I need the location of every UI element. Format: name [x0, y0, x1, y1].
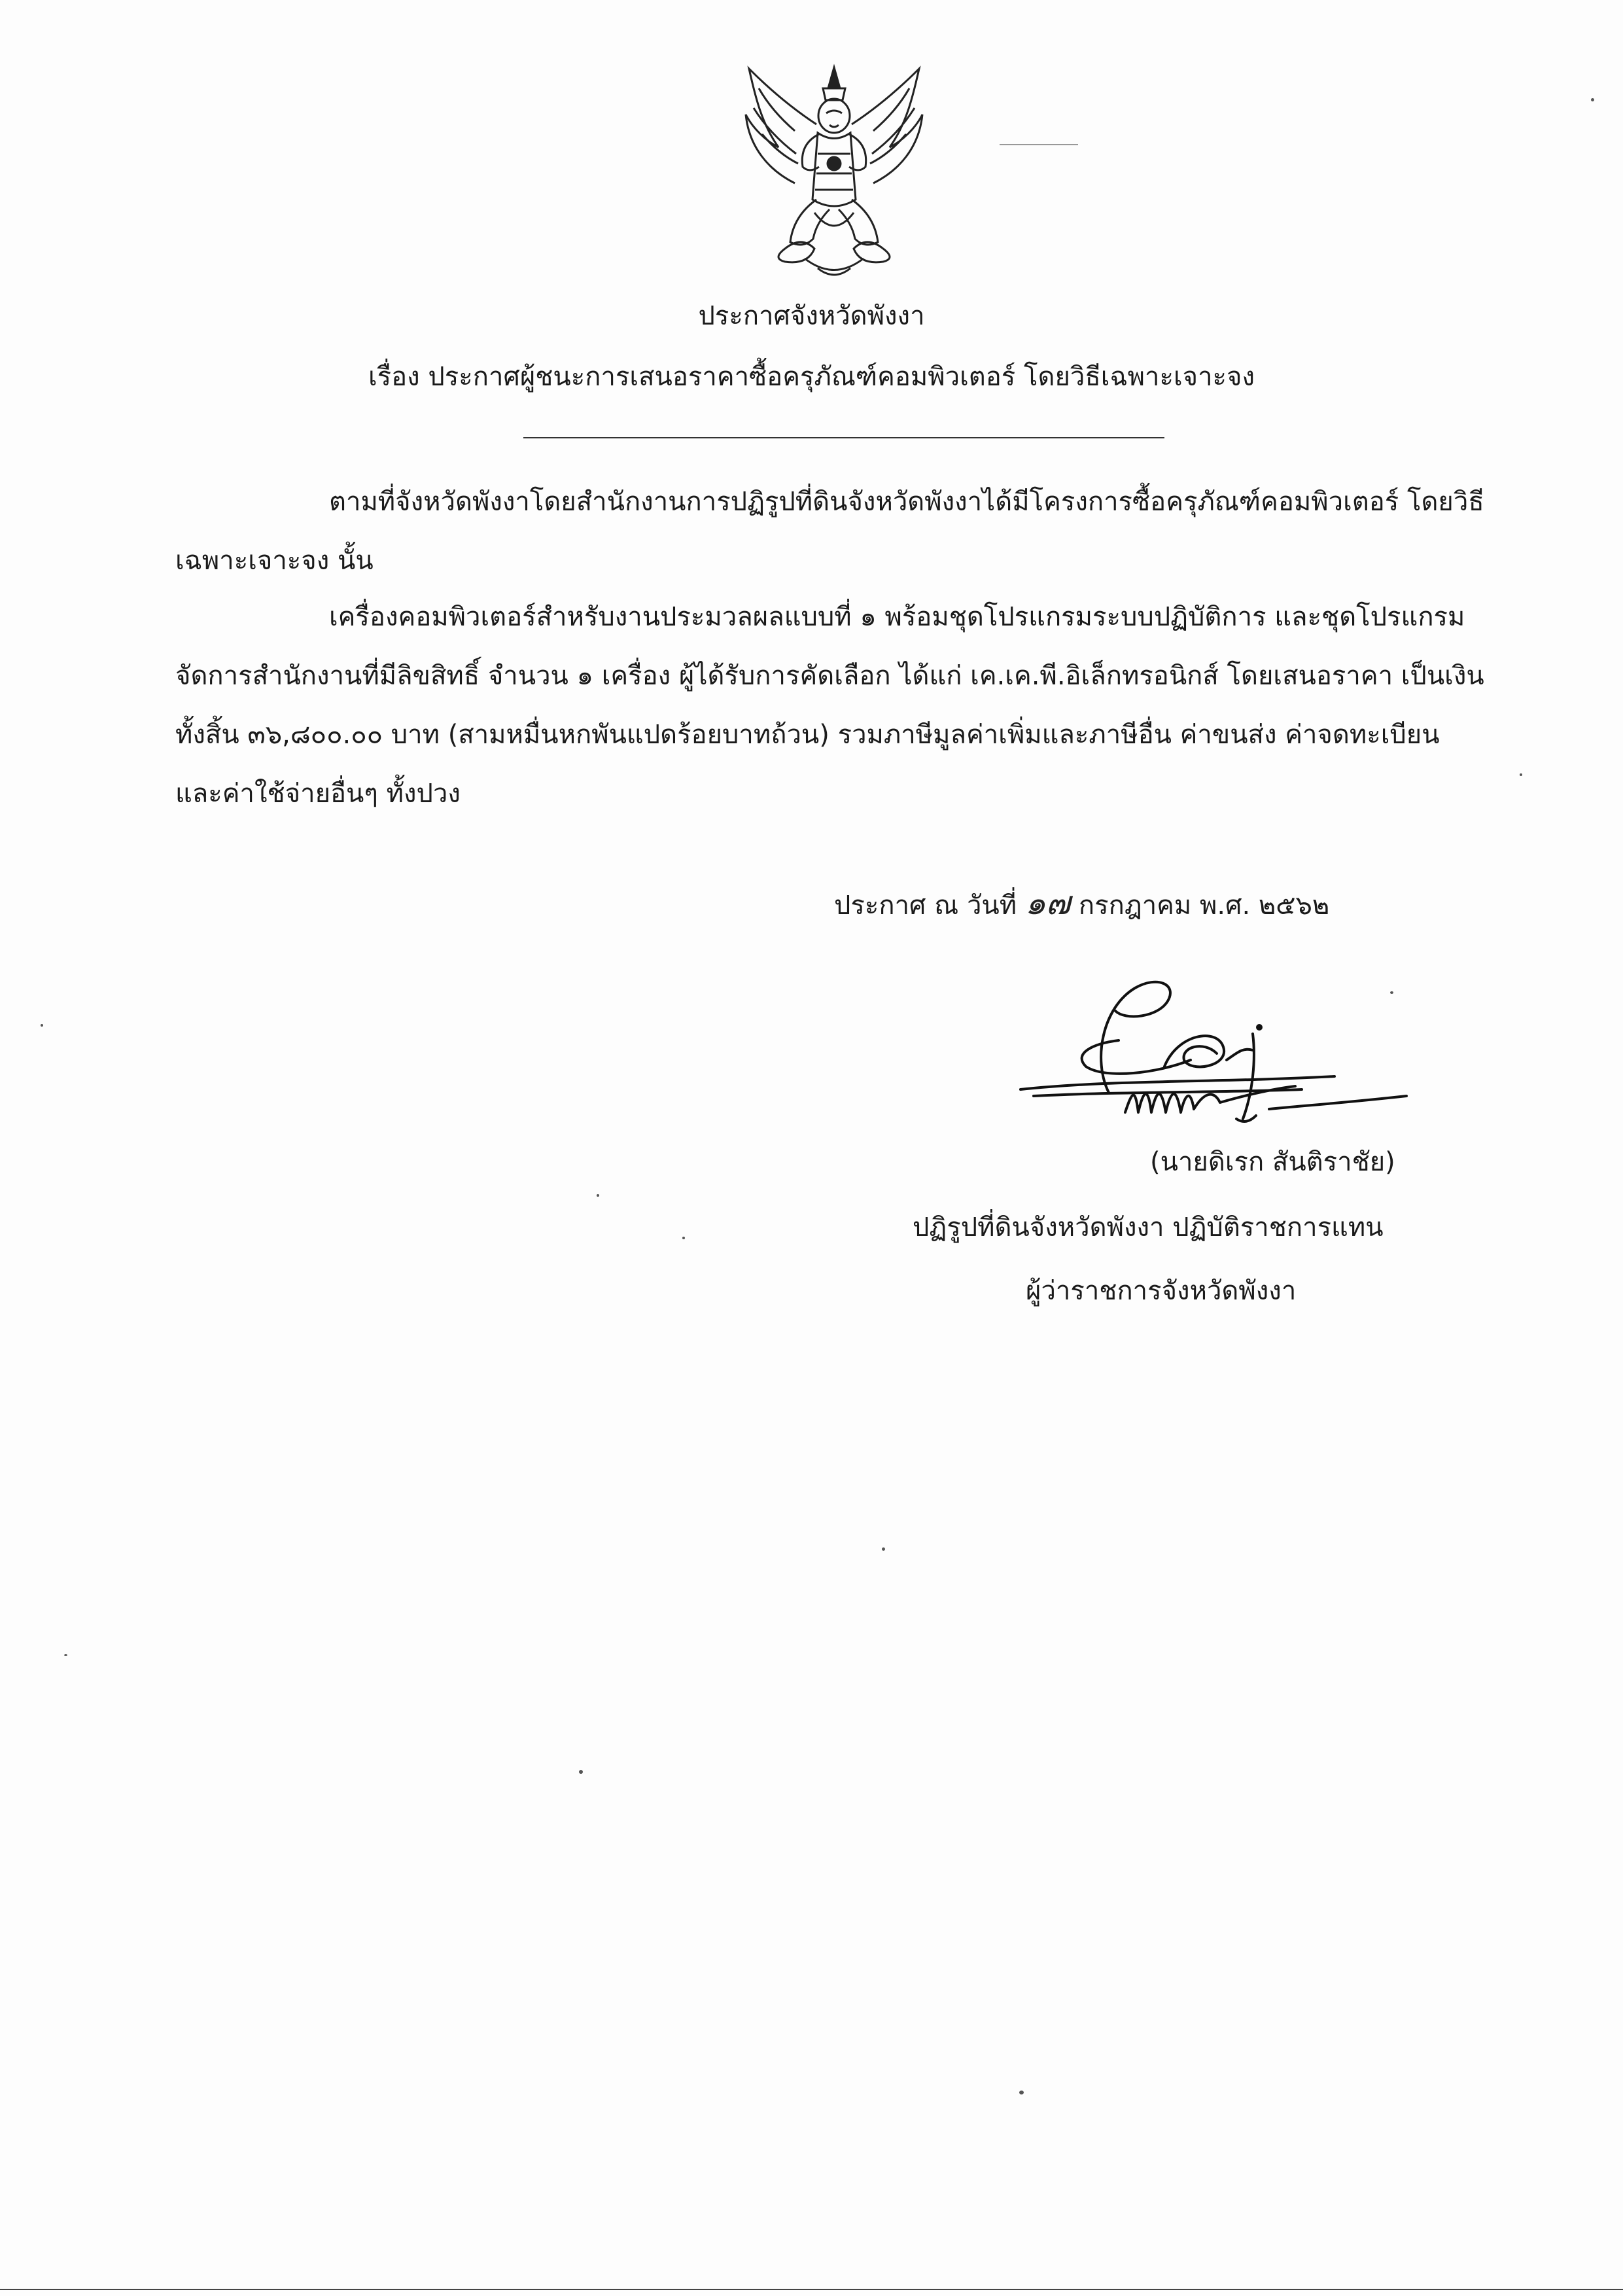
- scan-speck: [682, 1237, 685, 1239]
- date-prefix: ประกาศ ณ วันที่: [834, 891, 1017, 921]
- date-day-handwritten: ๑๗: [1024, 884, 1071, 922]
- handwritten-signature-icon: [994, 962, 1413, 1139]
- scan-speck: [1520, 773, 1522, 776]
- date-suffix: กรกฎาคม พ.ศ. ๒๕๖๒: [1078, 891, 1330, 921]
- scan-speck: [882, 1547, 885, 1551]
- document-title: ประกาศจังหวัดพังงา: [698, 301, 925, 331]
- title-divider: [523, 437, 1164, 438]
- signatory-position: ปฏิรูปที่ดินจังหวัดพังงา ปฏิบัติราชการแทน: [913, 1212, 1384, 1243]
- document-subject: เรื่อง ประกาศผู้ชนะการเสนอราคาซื้อครุภัณฑ์คอมพิวเตอร์ โดยวิธีเฉพาะเจาะจง: [368, 362, 1255, 392]
- body-paragraph-award: เครื่องคอมพิวเตอร์สำหรับงานประมวลผลแบบที่ ๑ พร้อมชุดโปรแกรมระบบปฏิบัติการ และชุดโปรแกรมจัดการสำนักงานที่มีลิขสิทธิ์ จำนวน ๑ เครื่อง ผู้ได้รับการคัดเลือก ได้แก่ เค.เค.พี.อิเล็กทรอนิกส์ โดยเสนอราคา เป็นเงินทั้งสิ้น ๓๖,๘๐๐.๐๐ บาท (สามหมื่นหกพันแปดร้อยบาทถ้วน) รวมภาษีมูลค่าเพิ่มและภาษีอื่น ค่าขนส่ง ค่าจดทะเบียน และค่าใช้จ่ายอื่นๆ ทั้งปวง: [175, 602, 1484, 809]
- scan-speck: [1000, 144, 1078, 145]
- scan-speck: [1591, 98, 1594, 101]
- scan-speck: [41, 1024, 43, 1027]
- announcement-date: [834, 883, 1329, 925]
- scan-bottom-edge: [0, 2289, 1623, 2290]
- signatory-name: (นายดิเรก สันติราชัย): [1150, 1147, 1395, 1177]
- scan-speck: [579, 1770, 583, 1774]
- scan-speck: [1019, 2091, 1024, 2094]
- scan-speck: [64, 1654, 67, 1656]
- garuda-emblem-icon: [733, 62, 935, 285]
- body-paragraph-intro: ตามที่จังหวัดพังงาโดยสำนักงานการปฏิรูปที่ดินจังหวัดพังงาได้มีโครงการซื้อครุภัณฑ์คอมพิวเตอร์ โดยวิธีเฉพาะเจาะจง นั้น: [175, 487, 1484, 576]
- signatory-position-acting-for: ผู้ว่าราชการจังหวัดพังงา: [1026, 1276, 1297, 1306]
- scan-speck: [597, 1194, 599, 1197]
